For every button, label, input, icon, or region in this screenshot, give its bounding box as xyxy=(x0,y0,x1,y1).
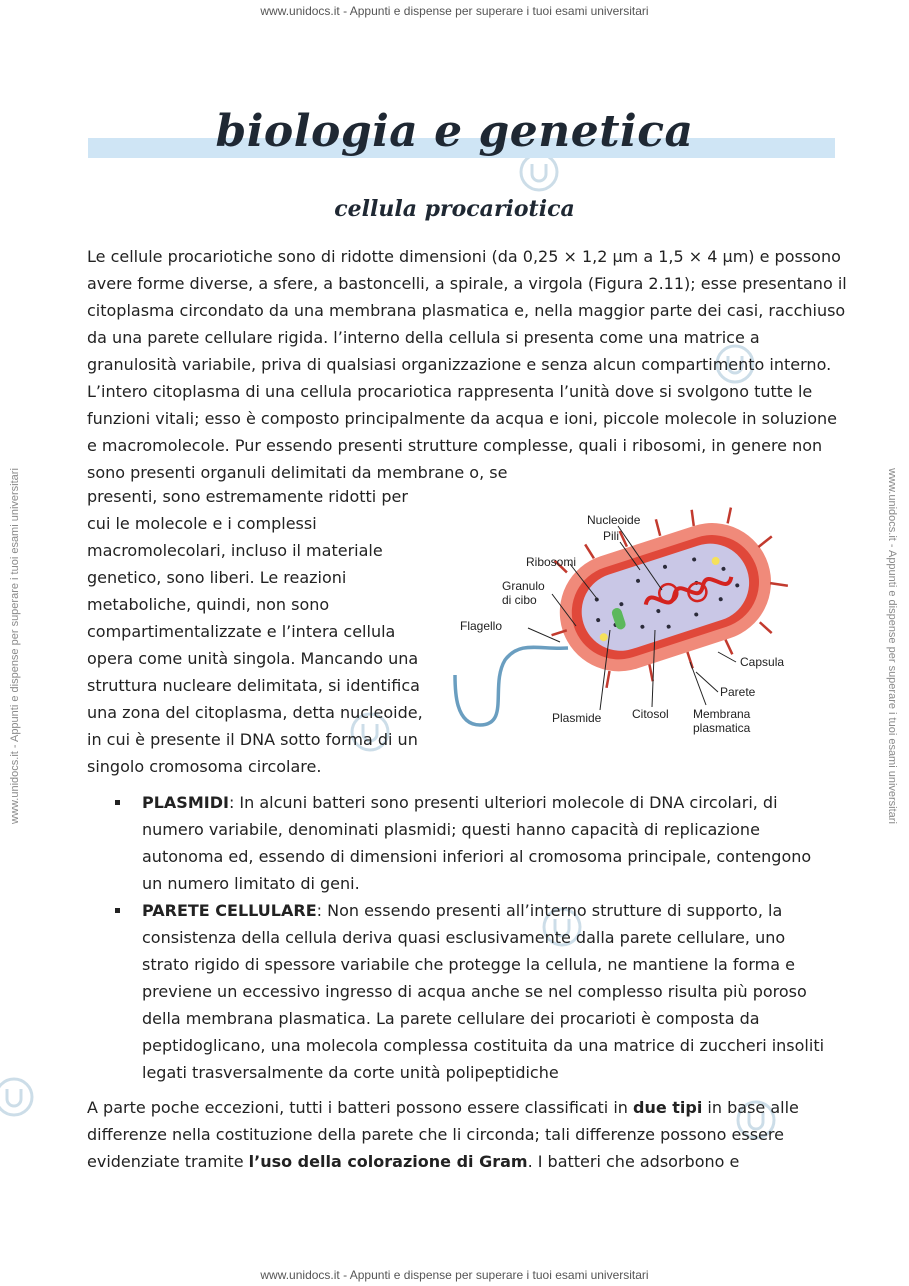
bold-run: due tipi xyxy=(633,1098,703,1117)
label-granulo-line1: Granulo xyxy=(502,579,545,593)
label-granulo-line2: di cibo xyxy=(502,593,537,607)
label-ribosomi: Ribosomi xyxy=(526,555,577,569)
section-subtitle: cellula procariotica xyxy=(334,196,575,222)
label-nucleoide: Nucleoide xyxy=(587,513,641,527)
bold-run: l’uso della colorazione di Gram xyxy=(248,1152,528,1171)
prokaryotic-cell-diagram xyxy=(450,500,800,760)
list-item xyxy=(112,789,828,897)
text-run: A parte poche eccezioni, tutti i batteri possono essere classificati in xyxy=(87,1098,633,1117)
bullet-text: : In alcuni batteri sono presenti ulteriori molecole di DNA circolari, di numero variabile, denominati plasmidi; questi hanno capacità di replicazione autonoma ed, essendo di dimensioni inferiori al cromosoma principale, contengono un numero limitato di geni. xyxy=(142,793,812,893)
watermark-logo-icon xyxy=(0,1075,36,1119)
watermark-side-right: www.unidocs.it - Appunti e dispense per superare i tuoi esami universitari xyxy=(886,468,898,824)
bullet-term: PARETE CELLULARE xyxy=(142,901,317,920)
list-item xyxy=(112,897,828,1086)
label-flagello: Flagello xyxy=(460,619,503,633)
label-membrana-line2: plasmatica xyxy=(693,721,751,735)
text-run: in base alle differenze nella costituzione della parete che li circonda; tali differenze possono essere evidenziate tramite xyxy=(87,1098,799,1171)
label-parete: Parete xyxy=(720,685,756,699)
bullet-term: PLASMIDI xyxy=(142,793,229,812)
watermark-banner-top: www.unidocs.it - Appunti e dispense per superare i tuoi esami universitari xyxy=(260,4,649,18)
text-run: . I batteri che adsorbono e xyxy=(527,1152,740,1171)
label-membrana-line1: Membrana xyxy=(693,707,751,721)
bullet-text: : Non essendo presenti all’interno strutture di supporto, la consistenza della cellula deriva quasi esclusivamente dalla parete cellulare, uno strato rigido di spessore variabile che protegge la cellula, ne mantiene la forma e previene un eccessivo ingresso di acqua anche se nel complesso risulta più poroso della membrana plasmatica. La parete cellulare dei procarioti è composta da peptidoglicano, una molecola complessa costituita da una matrice di zuccheri insoliti legati trasversalmente da corte unità polipeptidiche xyxy=(142,901,825,1082)
bullet-list xyxy=(112,789,828,1086)
watermark-side-left: www.unidocs.it - Appunti e dispense per superare i tuoi esami universitari xyxy=(9,468,21,824)
page-title: biologia e genetica xyxy=(215,106,694,157)
watermark-banner-bottom: www.unidocs.it - Appunti e dispense per superare i tuoi esami universitari xyxy=(260,1268,649,1282)
label-plasmide: Plasmide xyxy=(552,711,602,725)
paragraph-intro: Le cellule procariotiche sono di ridotte dimensioni (da 0,25 × 1,2 μm a 1,5 × 4 μm) e possono avere forme diverse, a sfere, a bastoncelli, a spirale, a virgola (Figura 2.11); esse presentano il citoplasma circondato da una membrana plasmatica e, nella maggior parte dei casi, racchiuso da una parete cellulare rigida. l’interno della cellula si presenta come una matrice a granulosità variabile, priva di qualsiasi organizzazione e senza alcun compartimento interno. L’intero citoplasma di una cellula procariotica rappresenta l’unità dove si svolgono tutte le funzioni vitali; esso è composto principalmente da acqua e ioni, piccole molecole in soluzione e macromolecole. Pur essendo presenti strutture complesse, quali i ribosomi, in genere non sono presenti organuli delimitati da membrane o, se xyxy=(87,247,847,482)
label-citosol: Citosol xyxy=(632,707,669,721)
label-pili: Pili xyxy=(603,529,620,543)
bullet-marker xyxy=(115,908,120,913)
paragraph-nucleoid: presenti, sono estremamente ridotti per cui le molecole e i complessi macromolecolari, incluso il materiale genetico, sono liberi. Le reazioni metaboliche, quindi, non sono compartimentalizzate e l’intera cellula opera come unità singola. Mancando una struttura nucleare delimitata, si identifica una zona del citoplasma, detta nucleoide, in cui è presente il DNA sotto forma di un singolo cromosoma circolare. xyxy=(87,487,423,776)
label-capsula: Capsula xyxy=(740,655,785,669)
paragraph-gram xyxy=(87,1094,832,1175)
bullet-marker xyxy=(115,800,120,805)
